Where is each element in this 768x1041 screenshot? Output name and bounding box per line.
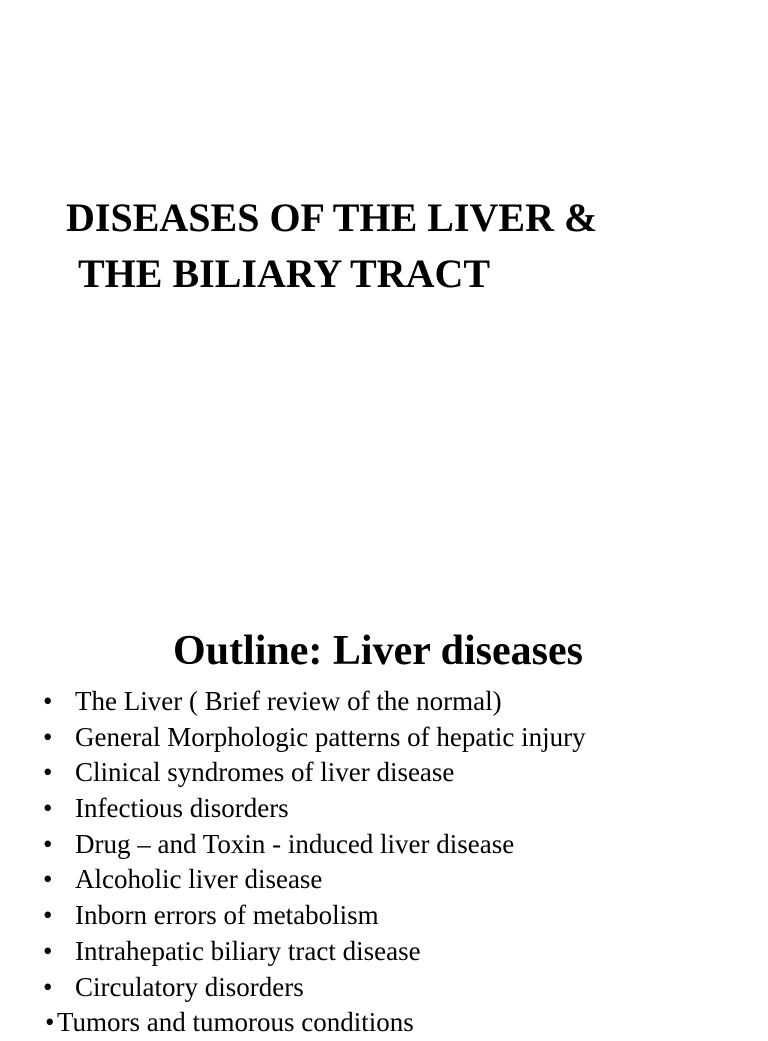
list-item-text: Alcoholic liver disease (75, 864, 323, 895)
list-item-text: Clinical syndromes of liver disease (75, 757, 455, 788)
outline-list (0, 684, 768, 1041)
list-item (0, 791, 768, 827)
bullet-icon: • (43, 900, 53, 931)
title-line-2: THE BILIARY TRACT (78, 251, 491, 296)
list-item-text: The Liver ( Brief review of the normal) (75, 686, 502, 716)
bullet-icon: • (43, 971, 53, 1002)
bullet-icon: • (45, 1007, 55, 1038)
title-line-1: DISEASES OF THE LIVER & (66, 195, 598, 240)
list-item-text: Inborn errors of metabolism (75, 900, 379, 931)
list-item (0, 827, 768, 863)
list-item-text: Circulatory disorders (75, 971, 304, 1002)
list-item-text: Intrahepatic biliary tract disease (75, 935, 421, 966)
list-item (0, 862, 768, 898)
bullet-icon: • (43, 793, 53, 824)
list-item (0, 720, 768, 756)
bullet-icon: • (43, 864, 53, 895)
bullet-icon: • (43, 757, 53, 788)
list-item (0, 934, 768, 970)
list-item-text: Drug – and Toxin - induced liver disease (75, 828, 515, 859)
list-item (0, 898, 768, 934)
list-item-text: Tumors and tumorous conditions (57, 1007, 414, 1038)
list-item (0, 755, 768, 791)
bullet-icon: • (43, 721, 53, 752)
list-item (0, 684, 768, 720)
slide-2-title: Outline: Liver diseases (173, 628, 583, 674)
list-item (0, 1005, 768, 1041)
list-item-text: General Morphologic patterns of hepatic injury (75, 721, 586, 752)
slide-1-title (66, 190, 746, 302)
bullet-icon: • (43, 686, 53, 716)
bullet-icon: • (43, 935, 53, 966)
list-item-text: Infectious disorders (75, 793, 289, 824)
bullet-icon: • (43, 828, 53, 859)
list-item (0, 970, 768, 1006)
